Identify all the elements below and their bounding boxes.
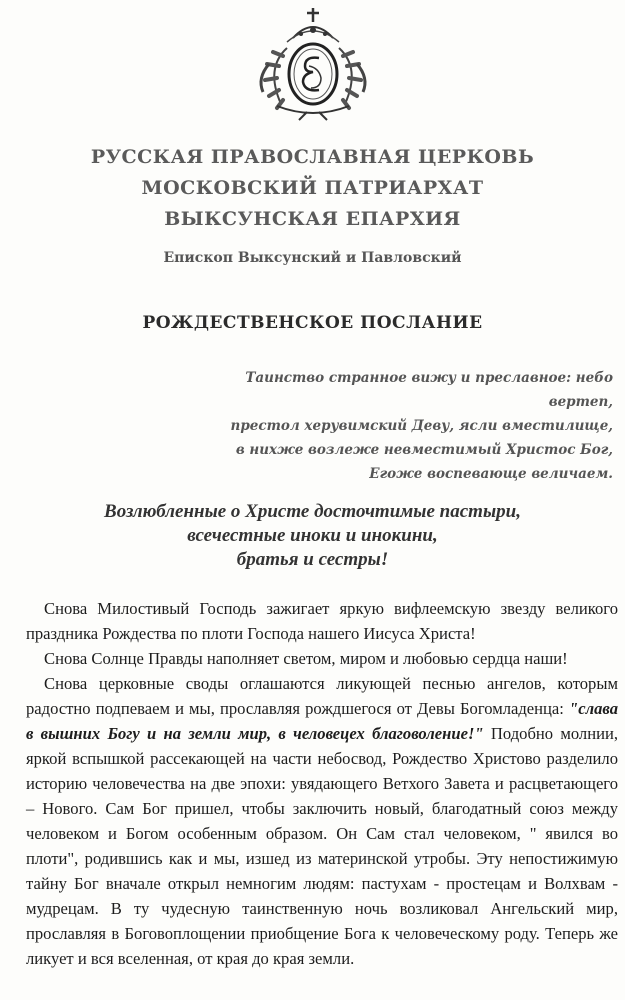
angelic-hymn-quote: "слава в вышних Богу и на земли мир, в человецех благоволение!": [26, 699, 618, 743]
bishop-title: Епископ Выксунский и Павловский: [163, 250, 462, 266]
organization-header: [0, 142, 625, 235]
hymn-line: Егоже воспевающе величаем.: [369, 466, 613, 482]
church-name: РУССКАЯ ПРАВОСЛАВНАЯ ЦЕРКОВЬ: [90, 146, 535, 168]
body-paragraph: Снова Милостивый Господь зажигает яркую вифлеемскую звезду великого праздника Рождества по плоти Господа нашего Иисуса Христа!: [26, 599, 618, 643]
paragraph-text: Снова церковные своды оглашаются ликующей песнью ангелов, которым радостно подпеваем и мы, прославляя рождшегося от Девы Богомладенца:: [26, 674, 618, 718]
greeting-address: [0, 500, 625, 572]
address-line: братья и сестры!: [236, 549, 389, 570]
address-line: всечестные иноки и инокини,: [187, 525, 438, 546]
hymn-line: Таинство странное вижу и преславное: небо вертеп,: [245, 370, 613, 410]
hymn-line: престол херувимский Деву, ясли вместилище,: [230, 418, 613, 434]
address-line: Возлюбленные о Христе досточтимые пастыри,: [104, 501, 521, 522]
patriarchate-name: МОСКОВСКИЙ ПАТРИАРХАТ: [141, 177, 484, 199]
page-title: РОЖДЕСТВЕНСКОЕ ПОСЛАНИЕ: [142, 313, 483, 333]
diocese-name: ВЫКСУНСКАЯ ЕПАРХИЯ: [164, 208, 461, 230]
body-paragraph: Снова Солнце Правды наполняет светом, миром и любовью сердца наши!: [44, 649, 568, 668]
paragraph-text: Подобно молнии, яркой вспышкой рассекающей на части небосвод, Рождество Христово разделило историю человечества на две эпохи: увядающего Ветхого Завета и расцветающего – Нового. Сам Бог пришел, чтобы заключить новый, благодатный союз между человеком и Богом особенным образом. Он Сам стал человеком, " явился во плоти", родившись как и мы, изшед из материнской утробы. Эту непостижимую тайну Бог вначале открыл немногим людям: пастухам - простецам и Волхвам - мудрецам. В ту чудесную таинственную ночь возликовал Ангельский мир, прославляя в Боговоплощении приобщение Бога к человеческому роду. Теперь же ликует и вся вселенная, от края до края земли.: [26, 724, 619, 968]
hymn-line: в нихже возлеже невместимый Христос Бог,: [235, 442, 613, 458]
epistle-body: [26, 596, 618, 971]
body-paragraph: [26, 671, 618, 971]
diocese-emblem-icon: [247, 8, 379, 122]
hymn-epigraph: [193, 366, 613, 486]
